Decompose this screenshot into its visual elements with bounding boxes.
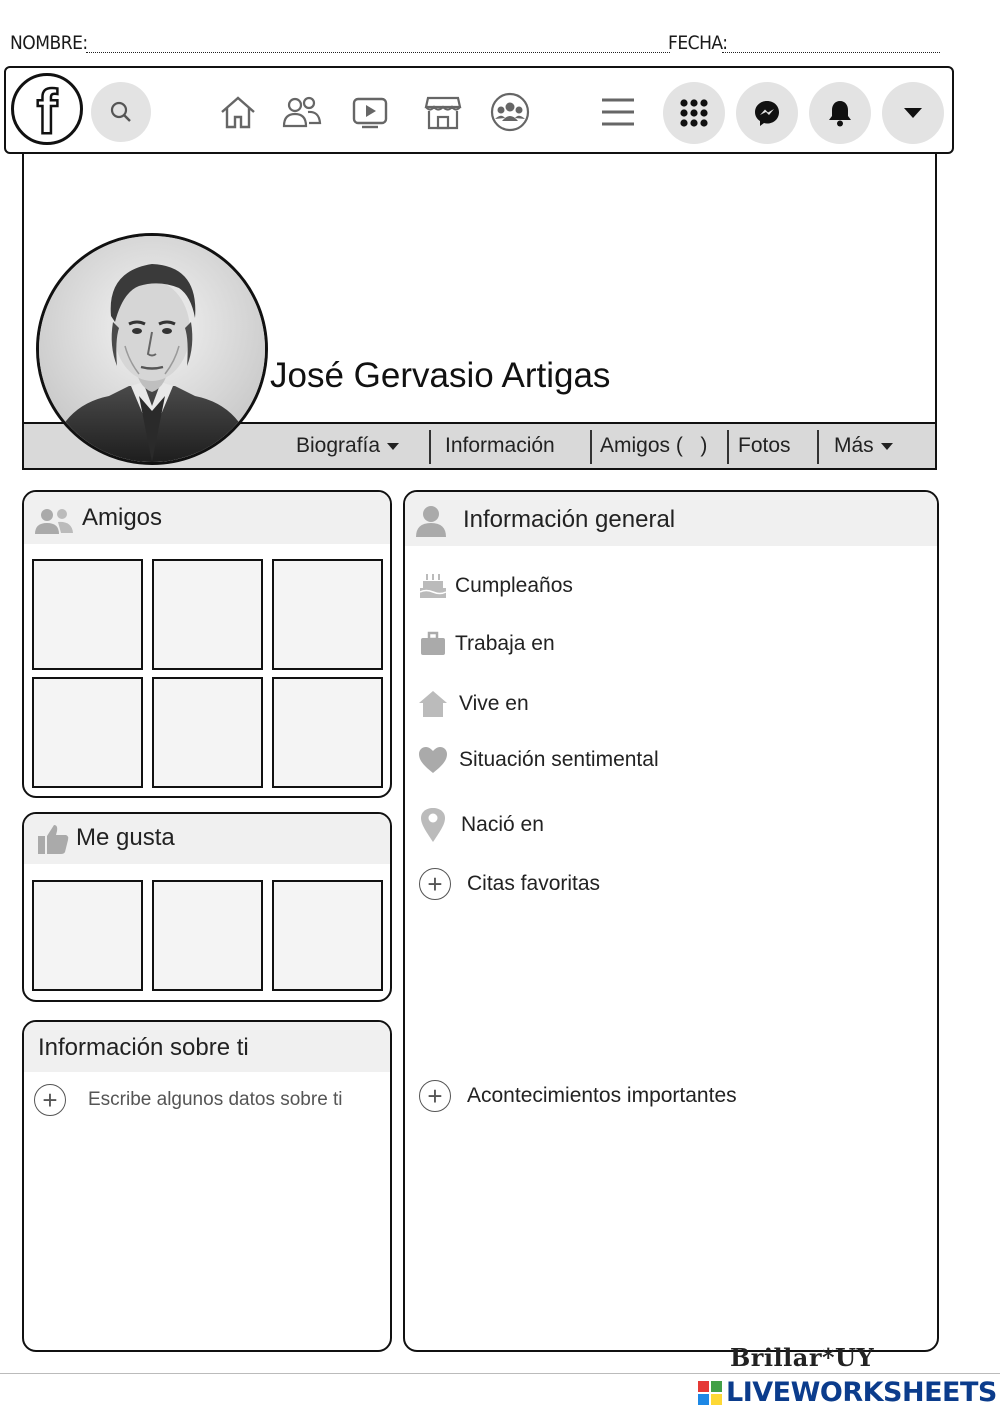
tab-separator	[429, 430, 431, 464]
worksheet-header	[10, 30, 940, 56]
about-card-title: Información sobre ti	[38, 1034, 249, 1061]
info-row-lives[interactable]	[417, 688, 529, 720]
account-dropdown-icon[interactable]	[882, 82, 944, 144]
birthday-cake-icon	[417, 570, 449, 602]
location-pin-icon	[417, 806, 449, 844]
tab-separator	[590, 430, 592, 464]
friends-icon[interactable]	[278, 90, 326, 134]
info-row-label: Vive en	[459, 692, 529, 715]
info-row-label: Cumpleaños	[455, 574, 573, 597]
tab-mas[interactable]	[834, 424, 894, 468]
info-row-label: Nació en	[461, 813, 544, 836]
friend-slot[interactable]	[32, 559, 143, 670]
date-label: FECHA:	[668, 32, 728, 54]
like-slot[interactable]	[272, 880, 383, 991]
tab-fotos-label: Fotos	[738, 434, 791, 457]
facebook-logo-icon[interactable]	[11, 73, 83, 145]
about-add-row[interactable]	[34, 1084, 343, 1116]
info-row-work[interactable]	[417, 628, 555, 660]
friends-card-header	[24, 492, 390, 544]
info-row-label: Situación sentimental	[459, 748, 659, 771]
friend-slot[interactable]	[272, 559, 383, 670]
friends-card	[22, 490, 392, 798]
tab-informacion-label: Información	[445, 434, 555, 457]
general-info-title: Información general	[463, 506, 676, 533]
likes-card	[22, 812, 392, 1002]
tab-biografia-label: Biografía	[296, 434, 381, 457]
tab-informacion[interactable]	[445, 424, 555, 468]
plus-circle-icon: +	[419, 1080, 451, 1112]
info-row-events[interactable]	[419, 1080, 737, 1112]
liveworksheets-badge-icon	[698, 1381, 722, 1405]
plus-circle-icon: +	[34, 1084, 66, 1116]
menu-icon[interactable]	[596, 90, 640, 134]
info-row-label: Citas favoritas	[467, 872, 601, 895]
search-icon[interactable]	[91, 82, 151, 142]
about-placeholder: Escribe algunos datos sobre ti	[88, 1089, 343, 1110]
info-row-quotes[interactable]	[419, 868, 600, 900]
info-row-label: Acontecimientos importantes	[467, 1084, 737, 1107]
apps-grid-icon[interactable]	[663, 82, 725, 144]
marketplace-icon[interactable]	[421, 90, 465, 134]
name-label: NOMBRE:	[10, 32, 88, 54]
general-info-card	[403, 490, 939, 1352]
tab-amigos-label: Amigos ( )	[600, 434, 708, 457]
like-slot[interactable]	[32, 880, 143, 991]
info-row-label: Trabaja en	[455, 632, 555, 655]
heart-icon	[417, 744, 449, 776]
caret-down-icon	[386, 442, 400, 451]
video-icon[interactable]	[348, 90, 392, 134]
notifications-bell-icon[interactable]	[809, 82, 871, 144]
info-row-born[interactable]	[417, 806, 544, 844]
messenger-icon[interactable]	[736, 82, 798, 144]
brillar-brand: Brillar*UY	[730, 1343, 875, 1372]
likes-card-title: Me gusta	[76, 824, 175, 851]
tab-amigos[interactable]	[600, 424, 707, 468]
friend-slot[interactable]	[152, 559, 263, 670]
person-icon	[415, 504, 447, 538]
name-line[interactable]	[86, 52, 670, 53]
friend-slot[interactable]	[152, 677, 263, 788]
friend-slot[interactable]	[32, 677, 143, 788]
friends-icon	[34, 506, 74, 536]
profile-name: José Gervasio Artigas	[270, 356, 611, 395]
info-row-relationship[interactable]	[417, 744, 659, 776]
liveworksheets-text: LIVEWORKSHEETS	[726, 1377, 997, 1408]
tab-separator	[727, 430, 729, 464]
info-row-birthday[interactable]	[417, 570, 573, 602]
date-line[interactable]	[722, 52, 940, 53]
like-slot[interactable]	[152, 880, 263, 991]
about-card	[22, 1020, 392, 1352]
portrait-image	[39, 236, 265, 462]
house-icon	[417, 688, 449, 720]
tab-fotos[interactable]	[738, 424, 791, 468]
plus-circle-icon: +	[419, 868, 451, 900]
briefcase-icon	[417, 628, 449, 660]
facebook-logo-letter: f	[36, 78, 58, 147]
friends-card-title: Amigos	[82, 504, 163, 531]
tab-separator	[817, 430, 819, 464]
top-navbar	[4, 66, 954, 154]
tab-mas-label: Más	[834, 434, 874, 457]
home-icon[interactable]	[216, 90, 260, 134]
friend-slot[interactable]	[272, 677, 383, 788]
tab-biografia[interactable]	[296, 424, 400, 468]
thumbs-up-icon	[36, 822, 70, 856]
footer-divider	[0, 1373, 1000, 1374]
groups-icon[interactable]	[488, 90, 532, 134]
profile-avatar[interactable]	[36, 233, 268, 465]
caret-down-icon	[880, 442, 894, 451]
liveworksheets-logo[interactable]	[698, 1377, 997, 1408]
